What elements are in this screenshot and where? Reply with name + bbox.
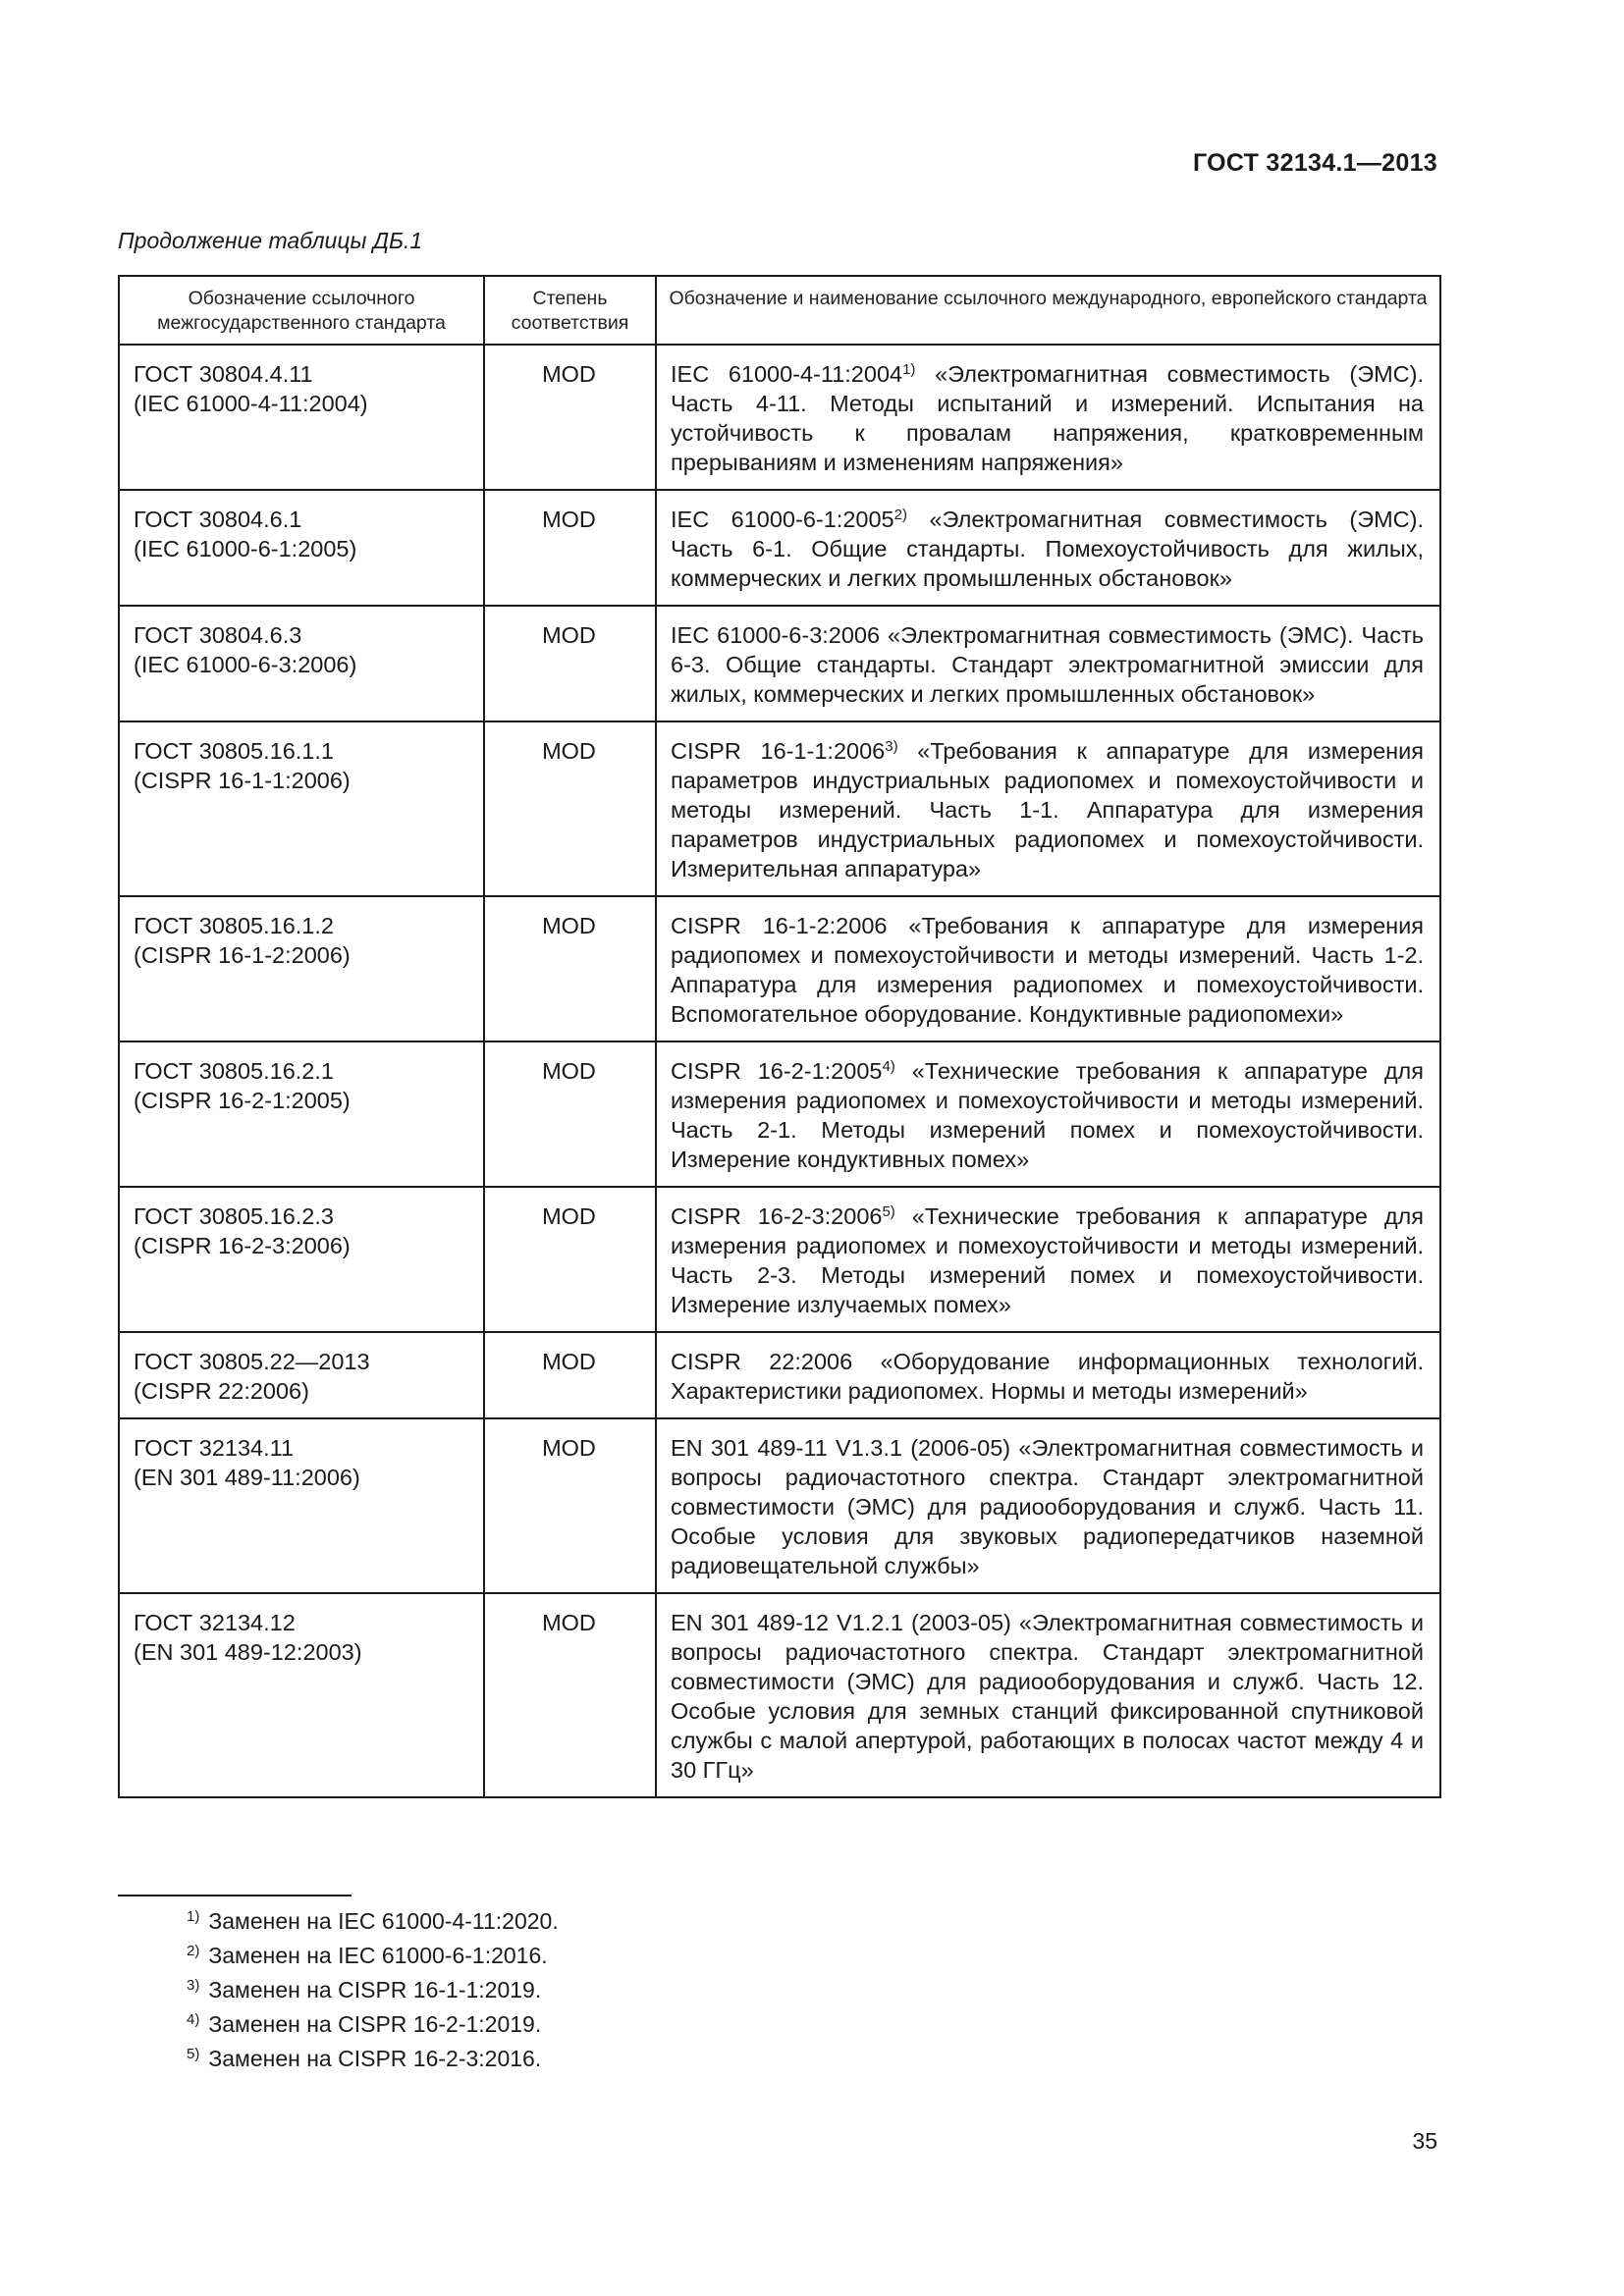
footnote-ref: 4): [882, 1058, 895, 1075]
cell-title: [656, 606, 1440, 721]
standard-code: CISPR 16-1-1:2006: [671, 738, 886, 764]
footnote-mark: 1): [187, 1908, 200, 1925]
cell-ref: ГОСТ 32134.11 (EN 301 489-11:2006): [119, 1418, 484, 1593]
table-row: [119, 896, 1440, 1041]
standard-code: IEC 61000-6-1:2005: [671, 507, 894, 532]
cell-degree: MOD: [484, 606, 656, 721]
footnote: [187, 1973, 559, 2007]
cell-ref: ГОСТ 30805.16.1.1 (CISPR 16-1-1:2006): [119, 721, 484, 896]
cell-ref: ГОСТ 30804.6.1 (IEC 61000-6-1:2005): [119, 490, 484, 606]
footnote-text: Заменен на CISPR 16-2-3:2016.: [208, 2046, 542, 2071]
footnote-mark: 5): [187, 2046, 200, 2062]
table-row: [119, 1041, 1440, 1187]
footnote: [187, 2042, 559, 2076]
standard-title: «Электромагнитная совместимость (ЭМС). Часть 4-11. Методы испытаний и измерений. Испытания на устойчивость к провалам напряжения, кратковременным прерываниям и изменениям напряжения»: [671, 361, 1424, 475]
standard-code: CISPR 16-2-1:2005: [671, 1058, 883, 1084]
cell-ref: ГОСТ 32134.12 (EN 301 489-12:2003): [119, 1593, 484, 1797]
cell-title: [656, 1041, 1440, 1187]
footnote-text: Заменен на IEC 61000-4-11:2020.: [208, 1908, 559, 1934]
cell-degree: MOD: [484, 896, 656, 1041]
footnote-mark: 3): [187, 1977, 200, 1994]
footnote-mark: 2): [187, 1943, 200, 1959]
cell-title: [656, 1332, 1440, 1418]
cell-degree: MOD: [484, 490, 656, 606]
cell-degree: MOD: [484, 1041, 656, 1187]
standard-title: «Требования к аппаратуре для измерения параметров индустриальных радиопомех и помехоустойчивости и методы измерений. Часть 1-1. Аппаратура для измерения параметров индустриальных радиопомех и помехоустойчивости. Измерительная аппаратура»: [671, 738, 1424, 881]
cell-title: [656, 345, 1440, 490]
footnote-ref: 1): [902, 361, 916, 378]
table-row: [119, 490, 1440, 606]
cell-title: [656, 721, 1440, 896]
standard-code: CISPR 16-1-2:2006: [671, 913, 888, 938]
cell-degree: MOD: [484, 1332, 656, 1418]
footnote: [187, 1939, 559, 1973]
standard-code: EN 301 489-11 V1.3.1 (2006-05): [671, 1435, 1011, 1461]
cell-title: [656, 1593, 1440, 1797]
cell-ref: ГОСТ 30805.16.1.2 (CISPR 16-1-2:2006): [119, 896, 484, 1041]
standard-title: «Требования к аппаратуре для измерения радиопомех и помехоустойчивости и методы измерений. Часть 1-2. Аппаратура для измерения радиопомех и помехоустойчивости. Вспомогательное оборудование. Кондуктивные радиопомехи»: [671, 913, 1425, 1027]
standard-code: CISPR 22:2006: [671, 1349, 853, 1374]
table-header-row: [119, 276, 1440, 345]
document-code: ГОСТ 32134.1—2013: [1192, 149, 1437, 177]
standard-code: EN 301 489-12 V1.2.1 (2003-05): [671, 1610, 1011, 1635]
cell-degree: MOD: [484, 1593, 656, 1797]
standard-title: «Оборудование информационных технологий. Характеристики радиопомех. Нормы и методы измерений»: [671, 1349, 1425, 1404]
standard-title: «Электромагнитная совместимость и вопросы радиочастотного спектра. Стандарт электромагнитной совместимости (ЭМС) для радиооборудования и служб. Часть 12. Особые условия для земных станций фиксированной спутниковой службы с малой апертурой, работающих в полосах частот между 4 и 30 ГГц»: [671, 1610, 1425, 1783]
table-row: [119, 1187, 1440, 1332]
footnote-text: Заменен на CISPR 16-2-1:2019.: [208, 2011, 542, 2037]
standard-code: IEC 61000-4-11:2004: [671, 361, 903, 387]
cell-title: [656, 1187, 1440, 1332]
standard-code: CISPR 16-2-3:2006: [671, 1203, 883, 1229]
cell-degree: MOD: [484, 1187, 656, 1332]
cell-degree: MOD: [484, 1418, 656, 1593]
table-row: [119, 345, 1440, 490]
column-header-degree: Степень соответствия: [484, 276, 656, 345]
cell-title: [656, 490, 1440, 606]
standard-title: «Технические требования к аппаратуре для измерения радиопомех и помехоустойчивости и методы измерений. Часть 2-3. Методы измерений помех и помехоустойчивости. Измерение излучаемых помех»: [671, 1203, 1424, 1317]
footnote-ref: 3): [885, 738, 898, 755]
footnote-separator: [118, 1895, 352, 1896]
reference-table: [118, 275, 1441, 1798]
footnote-ref: 2): [893, 507, 907, 523]
standard-title: «Электромагнитная совместимость (ЭМС). Часть 6-3. Общие стандарты. Стандарт электромагнитной эмиссии для жилых, коммерческих и легких промышленных обстановок»: [671, 622, 1424, 707]
table-row: [119, 1418, 1440, 1593]
footnote: [187, 1904, 559, 1939]
standard-title: «Технические требования к аппаратуре для измерения радиопомех и помехоустойчивости и методы измерений. Часть 2-1. Методы измерений помех и помехоустойчивости. Измерение кондуктивных помех»: [671, 1058, 1424, 1172]
table-row: [119, 721, 1440, 896]
cell-ref: ГОСТ 30804.4.11 (IEC 61000-4-11:2004): [119, 345, 484, 490]
column-header-ref: Обозначение ссылочного межгосударственного стандарта: [119, 276, 484, 345]
table-row: [119, 606, 1440, 721]
footnotes: [187, 1904, 559, 2076]
standard-code: IEC 61000-6-3:2006: [671, 622, 881, 648]
footnote-text: Заменен на IEC 61000-6-1:2016.: [208, 1943, 548, 1968]
footnote-ref: 5): [882, 1203, 895, 1220]
cell-ref: ГОСТ 30805.16.2.3 (CISPR 16-2-3:2006): [119, 1187, 484, 1332]
page-number: 35: [1412, 2128, 1437, 2154]
cell-degree: MOD: [484, 345, 656, 490]
table-row: [119, 1593, 1440, 1797]
standard-title: «Электромагнитная совместимость (ЭМС). Часть 6-1. Общие стандарты. Помехоустойчивость для жилых, коммерческих и легких промышленных обстановок»: [671, 507, 1425, 591]
cell-title: [656, 896, 1440, 1041]
footnote: [187, 2007, 559, 2042]
cell-degree: MOD: [484, 721, 656, 896]
cell-ref: ГОСТ 30804.6.3 (IEC 61000-6-3:2006): [119, 606, 484, 721]
cell-title: [656, 1418, 1440, 1593]
footnote-text: Заменен на CISPR 16-1-1:2019.: [208, 1977, 542, 2002]
table-row: [119, 1332, 1440, 1418]
footnote-mark: 4): [187, 2011, 200, 2028]
table-caption: Продолжение таблицы ДБ.1: [118, 228, 423, 253]
column-header-title: Обозначение и наименование ссылочного международного, европейского стандарта: [656, 276, 1440, 345]
standard-title: «Электромагнитная совместимость и вопросы радиочастотного спектра. Стандарт электромагнитной совместимости (ЭМС) для радиооборудования и служб. Часть 11. Особые условия для звуковых радиопередатчиков наземной радиовещательной службы»: [671, 1435, 1424, 1578]
cell-ref: ГОСТ 30805.16.2.1 (CISPR 16-2-1:2005): [119, 1041, 484, 1187]
cell-ref: ГОСТ 30805.22—2013 (CISPR 22:2006): [119, 1332, 484, 1418]
